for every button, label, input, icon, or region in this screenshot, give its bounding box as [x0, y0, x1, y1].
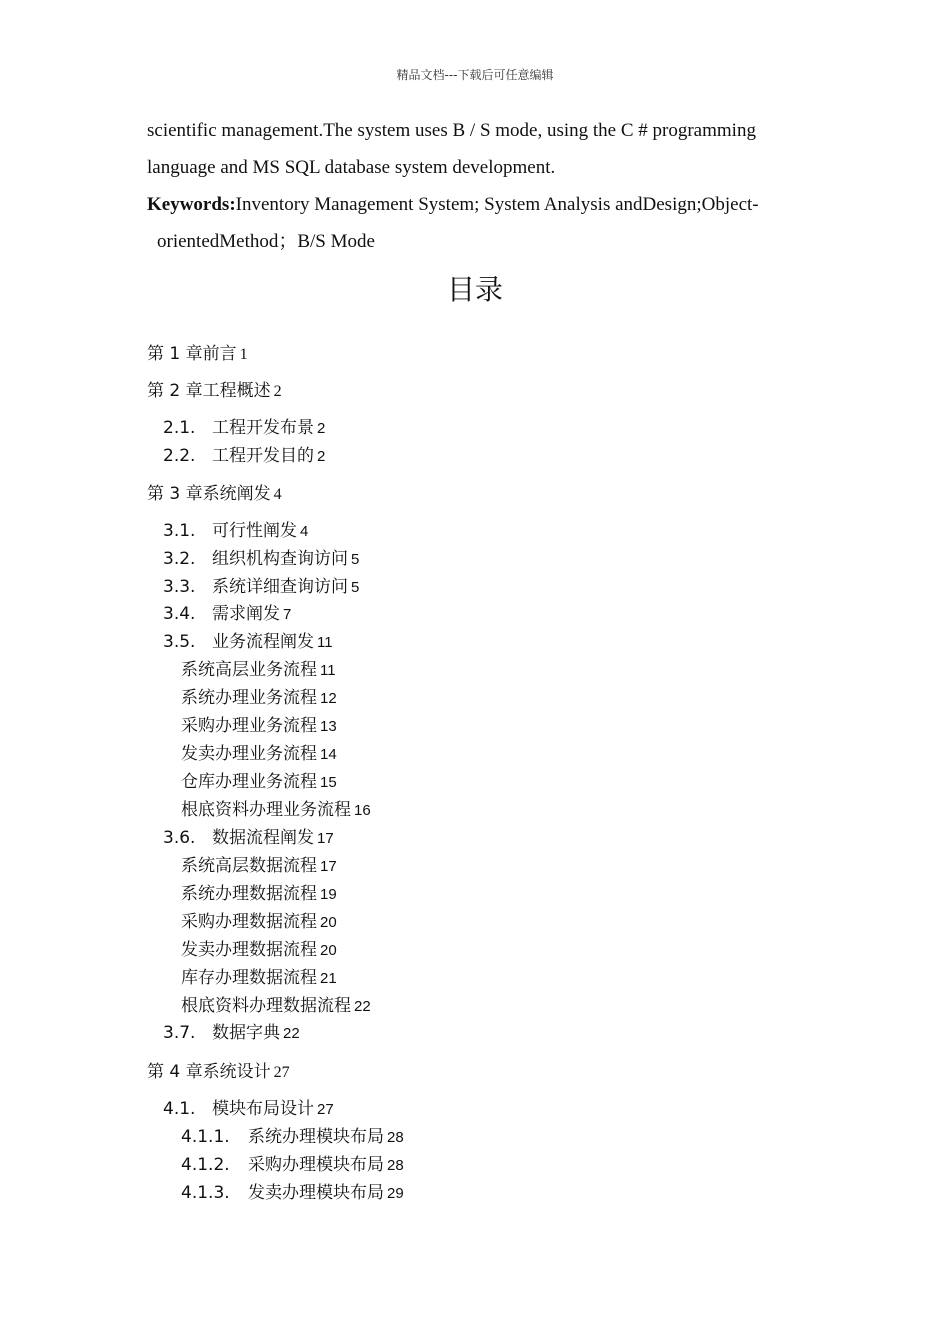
- toc-entry-page: 5: [351, 551, 360, 568]
- toc-entry[interactable]: [163, 572, 359, 597]
- toc-entry-page: 4: [273, 486, 282, 503]
- toc-entry-title: 系统办理业务流程: [181, 688, 317, 708]
- toc-entry-page: 17: [317, 830, 334, 847]
- toc-entry-page: 22: [354, 998, 371, 1015]
- toc-entry-number: 3.7.: [163, 1023, 196, 1043]
- toc-entry-number: 4.1.2.: [181, 1155, 230, 1175]
- toc-entry-number: 3.1.: [163, 521, 196, 541]
- toc-entry-page: 4: [300, 523, 309, 540]
- toc-entry-page: 5: [351, 579, 360, 596]
- toc-entry-number: 3.4.: [163, 604, 196, 624]
- toc-entry[interactable]: [163, 599, 291, 624]
- toc-entry-page: 2: [317, 448, 326, 465]
- toc-entry[interactable]: [181, 851, 337, 876]
- toc-entry[interactable]: [181, 1150, 404, 1175]
- toc-entry[interactable]: [163, 1094, 334, 1119]
- toc-entry[interactable]: [181, 1122, 404, 1147]
- toc-entry[interactable]: [181, 739, 337, 764]
- toc-entry-title: 业务流程阐发: [212, 632, 314, 652]
- toc-entry-title: 根底资料办理数据流程: [181, 996, 351, 1016]
- toc-entry[interactable]: [163, 516, 308, 541]
- toc-entry-page: 16: [354, 802, 371, 819]
- abstract-line-2: language and MS SQL database system development.: [147, 157, 556, 178]
- toc-entry-title: 第 1 章前言: [147, 344, 237, 364]
- toc-title: 目录: [446, 273, 503, 306]
- toc-entry-page: 21: [320, 970, 337, 987]
- toc-entry[interactable]: [163, 627, 333, 652]
- toc-entry-title: 工程开发布景: [212, 418, 314, 438]
- toc-entry-title: 系统高层数据流程: [181, 856, 317, 876]
- toc-entry-title: 可行性阐发: [212, 521, 297, 541]
- toc-entry-title: 组织机构查询访问: [212, 549, 348, 569]
- toc-entry-page: 11: [317, 634, 333, 651]
- toc-entry-title: 需求阐发: [212, 604, 280, 624]
- toc-entry-title: 发卖办理数据流程: [181, 940, 317, 960]
- toc-entry-page: 2: [273, 383, 282, 400]
- toc-entry[interactable]: [147, 339, 248, 364]
- toc-entry-page: 13: [320, 718, 337, 735]
- toc-entry[interactable]: [181, 795, 371, 820]
- toc-entry-page: 12: [320, 690, 337, 707]
- toc-entry[interactable]: [163, 823, 334, 848]
- toc-entry-page: 7: [283, 606, 292, 623]
- keywords-continuation: orientedMethod；B/S Mode: [157, 231, 375, 252]
- toc-entry-title: 数据字典: [212, 1023, 280, 1043]
- toc-entry-page: 14: [320, 746, 337, 763]
- toc-entry[interactable]: [147, 1057, 290, 1082]
- toc-entry-title: 根底资料办理业务流程: [181, 800, 351, 820]
- toc-entry-page: 28: [387, 1129, 404, 1146]
- toc-entry[interactable]: [163, 544, 359, 569]
- toc-entry-title: 仓库办理业务流程: [181, 772, 317, 792]
- toc-entry[interactable]: [163, 1018, 300, 1043]
- toc-entry[interactable]: [147, 376, 282, 401]
- toc-entry[interactable]: [181, 907, 337, 932]
- toc-entry[interactable]: [181, 991, 371, 1016]
- toc-entry[interactable]: [181, 879, 337, 904]
- toc-entry[interactable]: [163, 441, 325, 466]
- toc-entry[interactable]: [147, 479, 282, 504]
- toc-entry[interactable]: [181, 935, 337, 960]
- toc-entry-number: 4.1.3.: [181, 1183, 230, 1203]
- toc-entry-title: 工程开发目的: [212, 446, 314, 466]
- toc-entry[interactable]: [181, 963, 337, 988]
- toc-entry-number: 3.6.: [163, 828, 196, 848]
- toc-entry-page: 17: [320, 858, 337, 875]
- toc-entry-number: 4.1.1.: [181, 1127, 230, 1147]
- toc-entry-title: 数据流程阐发: [212, 828, 314, 848]
- toc-entry-page: 19: [320, 886, 337, 903]
- abstract-line-1: scientific management.The system uses B / S mode, using the C # programming: [147, 120, 756, 141]
- keywords-text: Inventory Management System; System Analysis andDesign;Object-: [235, 194, 759, 215]
- toc-entry-number: 3.5.: [163, 632, 196, 652]
- toc-entry-page: 2: [317, 420, 326, 437]
- toc-entry-title: 采购办理模块布局: [248, 1155, 384, 1175]
- toc-entry-title: 采购办理数据流程: [181, 912, 317, 932]
- toc-entry[interactable]: [181, 655, 336, 680]
- toc-entry-number: 2.2.: [163, 446, 196, 466]
- toc-entry-title: 系统办理数据流程: [181, 884, 317, 904]
- toc-entry-page: 1: [239, 346, 248, 363]
- toc-entry-page: 22: [283, 1025, 300, 1042]
- toc-entry-title: 系统办理模块布局: [248, 1127, 384, 1147]
- toc-entry-title: 发卖办理模块布局: [248, 1183, 384, 1203]
- toc-entry-title: 发卖办理业务流程: [181, 744, 317, 764]
- toc-entry-title: 第 2 章工程概述: [147, 381, 271, 401]
- toc-entry-title: 系统详细查询访问: [212, 577, 348, 597]
- toc-entry[interactable]: [181, 711, 337, 736]
- toc-entry-title: 系统高层业务流程: [181, 660, 317, 680]
- toc-entry-page: 15: [320, 774, 337, 791]
- toc-entry-number: 4.1.: [163, 1099, 196, 1119]
- keywords-line: [147, 186, 807, 223]
- toc-entry-page: 27: [273, 1064, 290, 1081]
- toc-entry-page: 27: [317, 1101, 334, 1118]
- toc-entry[interactable]: [181, 767, 337, 792]
- toc-entry-title: 采购办理业务流程: [181, 716, 317, 736]
- toc-entry[interactable]: [163, 413, 325, 438]
- toc-entry-title: 第 4 章系统设计: [147, 1062, 271, 1082]
- toc-entry-title: 模块布局设计: [212, 1099, 314, 1119]
- toc-entry-number: 2.1.: [163, 418, 196, 438]
- toc-entry-title: 第 3 章系统阐发: [147, 484, 271, 504]
- toc-entry-title: 库存办理数据流程: [181, 968, 317, 988]
- keywords-label: Keywords:: [147, 194, 236, 215]
- toc-entry-page: 20: [320, 914, 337, 931]
- page-header: 精品文档---下载后可任意编辑: [396, 68, 554, 82]
- abstract: [147, 112, 807, 260]
- toc-entry-page: 28: [387, 1157, 404, 1174]
- toc-entry-number: 3.3.: [163, 577, 196, 597]
- toc-entry[interactable]: [181, 683, 337, 708]
- toc-entry-number: 3.2.: [163, 549, 196, 569]
- toc-entry-page: 29: [387, 1185, 404, 1202]
- toc-entry[interactable]: [181, 1178, 404, 1203]
- toc-entry-page: 11: [320, 662, 336, 679]
- toc-entry-page: 20: [320, 942, 337, 959]
